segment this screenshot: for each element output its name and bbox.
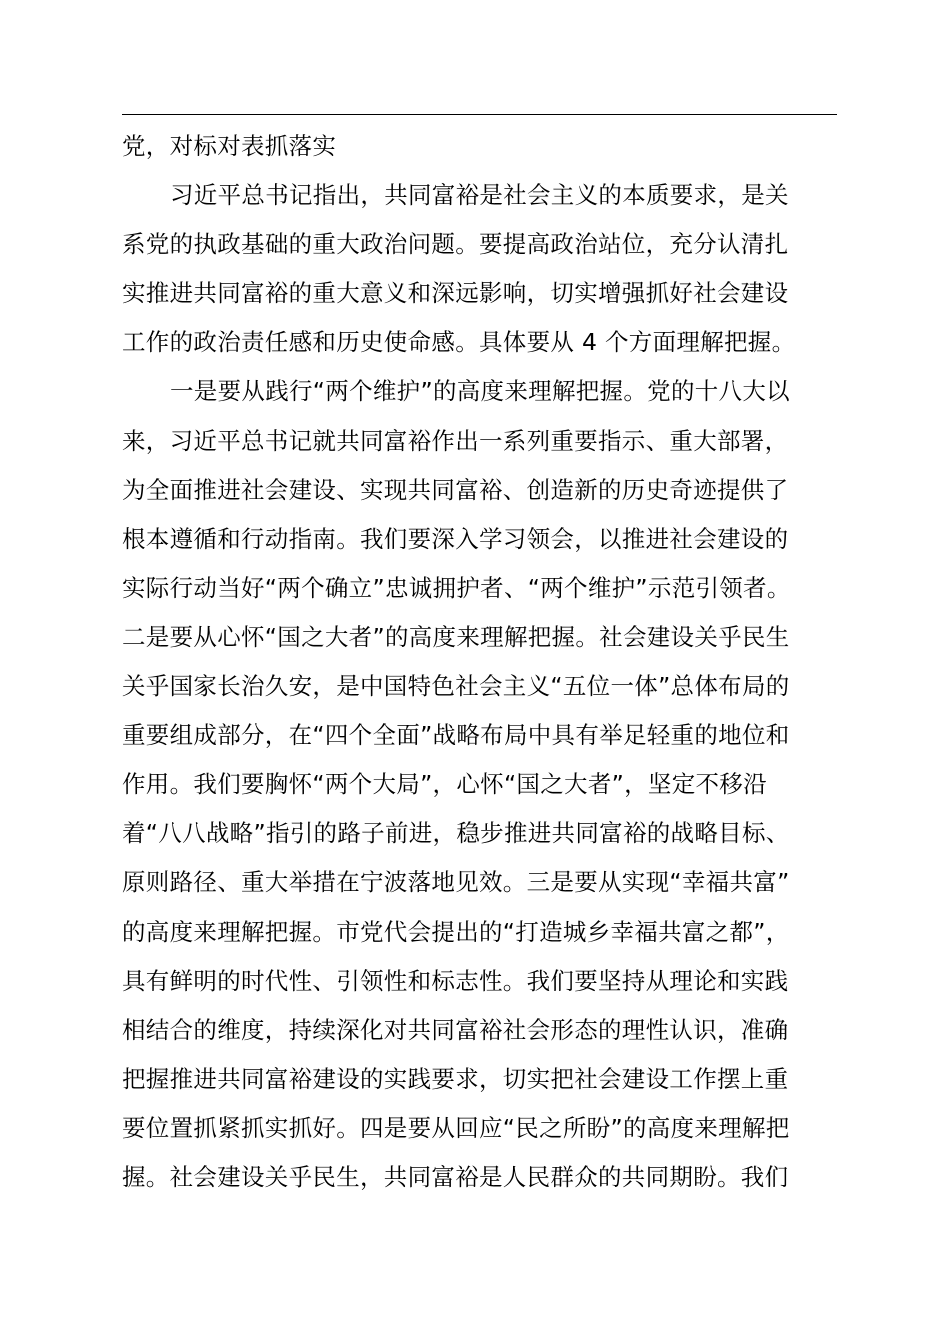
text-line: 具有鲜明的时代性、引领性和标志性。我们要坚持从理论和实践	[122, 966, 789, 995]
header-divider	[122, 114, 837, 115]
text-line: 为全面推进社会建设、实现共同富裕、创造新的历史奇迹提供了	[122, 475, 789, 504]
document-body	[122, 122, 842, 1202]
text-line: 的高度来理解把握。市党代会提出的“打造城乡幸福共富之都”，	[122, 917, 790, 946]
text-line: 作用。我们要胸怀“两个大局”，心怀“国之大者”，坚定不移沿	[122, 770, 767, 799]
text-line: 着“八八战略”指引的路子前进，稳步推进共同富裕的战略目标、	[122, 819, 790, 848]
paragraph-start-line: 一是要从践行“两个维护”的高度来理解把握。党的十八大以	[170, 377, 790, 406]
text-line: 二是要从心怀“国之大者”的高度来理解把握。社会建设关乎民生	[122, 622, 790, 651]
text-line: 重要组成部分，在“四个全面”战略布局中具有举足轻重的地位和	[122, 721, 790, 750]
text-line: 来，习近平总书记就共同富裕作出一系列重要指示、重大部署，	[122, 426, 789, 455]
paragraph-start-line: 习近平总书记指出，共同富裕是社会主义的本质要求，是关	[170, 181, 789, 210]
text-line: 实际行动当好“两个确立”忠诚拥护者、“两个维护”示范引领者。	[122, 573, 791, 602]
text-line: 关乎国家长治久安，是中国特色社会主义“五位一体”总体布局的	[122, 672, 790, 701]
text-line: 握。社会建设关乎民生，共同富裕是人民群众的共同期盼。我们	[122, 1162, 789, 1191]
text-line: 实推进共同富裕的重大意义和深远影响，切实增强抓好社会建设	[122, 279, 789, 308]
text-line: 党，对标对表抓落实	[122, 132, 337, 160]
text-line: 把握推进共同富裕建设的实践要求，切实把社会建设工作摆上重	[122, 1064, 789, 1093]
text-line: 根本遵循和行动指南。我们要深入学习领会，以推进社会建设的	[122, 524, 789, 553]
text-line: 系党的执政基础的重大政治问题。要提高政治站位，充分认清扎	[122, 230, 789, 259]
text-line: 原则路径、重大举措在宁波落地见效。三是要从实现“幸福共富”	[122, 868, 790, 897]
text-line: 要位置抓紧抓实抓好。四是要从回应“民之所盼”的高度来理解把	[122, 1113, 790, 1142]
text-line: 工作的政治责任感和历史使命感。具体要从 4 个方面理解把握。	[122, 328, 796, 357]
text-line: 相结合的维度，持续深化对共同富裕社会形态的理性认识，准确	[122, 1015, 789, 1044]
